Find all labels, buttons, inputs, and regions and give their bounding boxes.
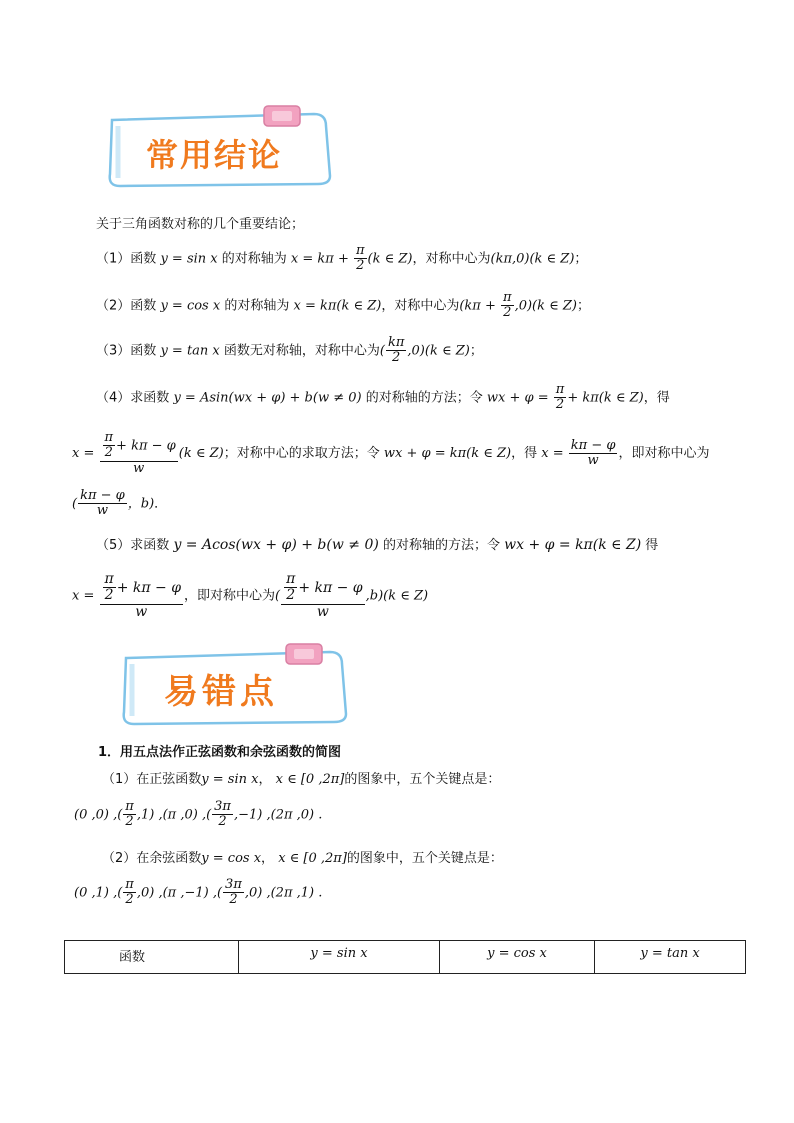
conclusion-item-4-formula: x = $\frac{\pi}{2}$ + kπ − φ w (k ∈ Z)；对称中心的求取方法；令 wx + φ = kπ(k ∈ Z)，得 x = $\frac{k\pi - \varphi}{w}$ ，即对称中心为 — [72, 430, 710, 476]
function-table — [64, 940, 746, 974]
error-heading: 1．用五点法作正弦函数和余弦函数的简图 — [98, 745, 342, 760]
table-header-cos: y = cos x — [440, 941, 595, 974]
sine-key-points: (0 ,0) ,( $\frac{\pi}{2}$ ,1) ,(π ,0) ,( $\frac{3\pi}{2}$ ,−1) ,(2π ,0) . — [74, 799, 323, 830]
section-title-common-conclusions: 常用结论 — [146, 136, 283, 174]
conclusion-item-5: （5）求函数 y = Acos(wx + φ) + b(w ≠ 0) 的对称轴的方法；令 wx + φ = kπ(k ∈ Z) 得 — [96, 537, 659, 553]
cosine-key-points: (0 ,1) ,( $\frac{\pi}{2}$ ,0) ,(π ,−1) ,( $\frac{3\pi}{2}$ ,0) ,(2π ,1) . — [74, 877, 323, 908]
sine-points-intro: （1）在正弦函数y = sin x， x ∈ [0 ,2π]的图象中，五个关键点是： — [102, 772, 501, 787]
conclusion-item-4: （4）求函数 y = Asin(wx + φ) + b(w ≠ 0) 的对称轴的方法；令 wx + φ = $\frac{\pi}{2}$ + kπ(k ∈ Z)，得 — [96, 382, 670, 413]
table-header-tan: y = tan x — [595, 941, 746, 974]
table-header-function: 函数 — [65, 941, 239, 974]
table-row — [65, 941, 746, 974]
cosine-points-intro: （2）在余弦函数y = cos x， x ∈ [0 ,2π]的图象中，五个关键点是： — [102, 851, 503, 866]
section-title-error-prone: 易错点 — [164, 672, 278, 712]
intro-text: 关于三角函数对称的几个重要结论； — [96, 217, 305, 232]
table-header-sin: y = sin x — [239, 941, 440, 974]
conclusion-item-2: （2）函数 y = cos x 的对称轴为 x = kπ(k ∈ Z)，对称中心为(kπ + $\frac{\pi}{2}$ ,0)(k ∈ Z)； — [96, 290, 591, 321]
conclusion-item-3: （3）函数 y = tan x 函数无对称轴，对称中心为( $\frac{k\pi}{2}$ ,0)(k ∈ Z)； — [96, 335, 483, 366]
conclusion-item-5-formula: x = $\frac{\pi}{2}$ + kπ − φ w ，即对称中心为( $\frac{\pi}{2}$ + kπ − φ w ,b)(k ∈ Z) — [72, 571, 429, 620]
conclusion-item-4-center: ( $\frac{k\pi - \varphi}{w}$ ，b)． — [72, 488, 168, 519]
conclusion-item-1: （1）函数 y = sin x 的对称轴为 x = kπ + $\frac{\pi}{2}$ (k ∈ Z)，对称中心为(kπ,0)(k ∈ Z)； — [96, 243, 588, 274]
